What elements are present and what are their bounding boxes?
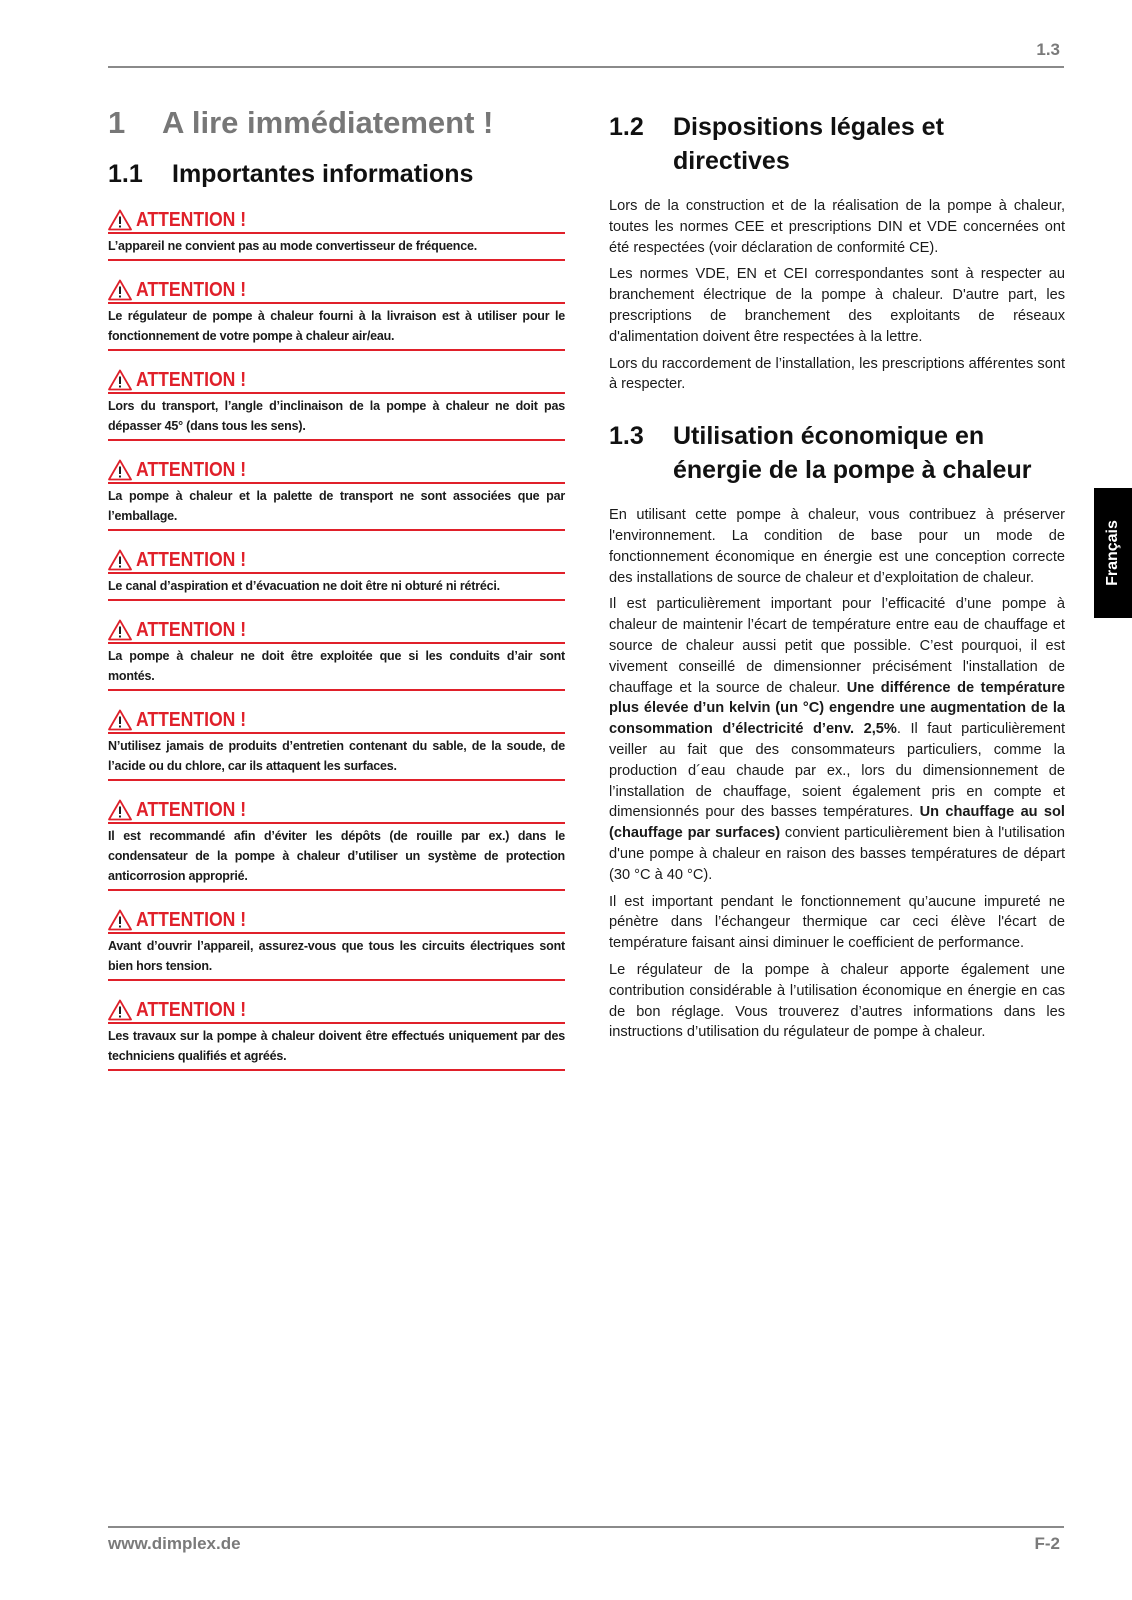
warning-label: ATTENTION ! — [136, 459, 247, 482]
footer-rule — [108, 1526, 1064, 1528]
paragraph: Les normes VDE, EN et CEI correspondantes sont à respecter au branchement électrique de la pompe à chaleur. D'autre part, les prescriptions de branchement des exploitants de réseaux d'alimentation doivent être respectées à la lettre. — [609, 266, 1065, 345]
header-section-number: 1.3 — [1036, 40, 1060, 59]
warning-block — [108, 459, 565, 531]
warning-text: Il est recommandé afin d’éviter les dépôts (de rouille par ex.) dans le condensateur de la pompe à chaleur d’utiliser un système de protection anticorrosion approprié. — [108, 824, 565, 891]
paragraph: Lors du raccordement de l’installation, les prescriptions afférentes sont à respecter. — [609, 355, 1065, 393]
warning-title — [108, 999, 565, 1024]
warning-text: L’appareil ne convient pas au mode convertisseur de fréquence. — [108, 234, 565, 261]
language-tab-label: Français — [1104, 520, 1121, 586]
text-span: . Il faut particulièrement veiller au fait que des consommateurs particuliers, comme la production d´eau chaude par ex., lors du dimensionnement de l’installation de chauffage, soient également pris en compte et dimensionnés pour des basses températures. — [609, 721, 1066, 821]
bold-text: Un chauffage au sol (chauffage par surfaces) — [609, 804, 1065, 842]
warning-title — [108, 279, 565, 304]
warning-triangle-icon — [108, 549, 132, 571]
warning-title — [108, 549, 565, 574]
right-column — [609, 110, 1065, 1049]
warning-label: ATTENTION ! — [136, 279, 247, 302]
warning-triangle-icon — [108, 999, 132, 1021]
text-span: convient particulièrement bien à l'utilisation d'une pompe à chaleur en raison des basses températures de départ (30 °C à 40 °C). — [609, 825, 1065, 883]
warning-title — [108, 459, 565, 484]
section-heading-1-2 — [609, 110, 1065, 178]
warning-triangle-icon — [108, 459, 132, 481]
section-number: 1.1 — [108, 160, 143, 189]
warning-triangle-icon — [108, 909, 132, 931]
paragraph — [609, 594, 1065, 885]
text-span: Il est particulièrement important pour l’efficacité d’une pompe à chaleur de maintenir l’écart de température entre eau de chauffage et source de chaleur aussi petit que possible. C’est pourquoi, il est vivement conseillé de dimensionner précisément l'installation de chauffage et la source de chaleur. — [609, 596, 1065, 696]
paragraph: Lors de la construction et de la réalisation de la pompe à chaleur, toutes les normes CEE et prescriptions DIN et VDE concernées ont été respectées (voir déclaration de conformité CE). — [609, 198, 1065, 256]
warning-text: La pompe à chaleur ne doit être exploitée que si les conduits d’air sont montés. — [108, 644, 565, 691]
section-title: Importantes informations — [172, 160, 474, 189]
warning-title — [108, 799, 565, 824]
warning-title — [108, 369, 565, 394]
warning-label: ATTENTION ! — [136, 909, 247, 932]
warning-label: ATTENTION ! — [136, 999, 247, 1022]
left-column — [108, 104, 565, 1089]
warning-title — [108, 709, 565, 734]
warning-label: ATTENTION ! — [136, 799, 247, 822]
paragraph: Il est important pendant le fonctionnement qu’aucune impureté ne pénètre dans l’échangeur thermique car ceci élève l'écart de température faisant ainsi diminuer le coefficient de performance. — [609, 893, 1065, 952]
warning-block — [108, 619, 565, 691]
warning-triangle-icon — [108, 619, 132, 641]
warning-triangle-icon — [108, 369, 132, 391]
warning-block — [108, 999, 565, 1071]
warning-text: La pompe à chaleur et la palette de transport ne sont associées que par l’emballage. — [108, 484, 565, 531]
section-number: 1.2 — [609, 113, 644, 141]
warning-text: N’utilisez jamais de produits d’entretien contenant du sable, de la soude, de l’acide ou du chlore, car ils attaquent les surfaces. — [108, 734, 565, 781]
section-heading-1-1 — [108, 157, 565, 191]
chapter-number: 1 — [108, 105, 126, 140]
warning-block — [108, 549, 565, 601]
warning-text: Le régulateur de pompe à chaleur fourni à la livraison est à utiliser pour le fonctionnement de votre pompe à chaleur air/eau. — [108, 304, 565, 351]
section-heading-1-3 — [609, 419, 1065, 487]
language-tab[interactable] — [1094, 488, 1132, 618]
footer-website[interactable]: www.dimplex.de — [108, 1534, 241, 1553]
warning-text: Les travaux sur la pompe à chaleur doivent être effectués uniquement par des techniciens qualifiés et agréés. — [108, 1024, 565, 1071]
warning-label: ATTENTION ! — [136, 369, 247, 392]
warning-text: Avant d’ouvrir l’appareil, assurez-vous que tous les circuits électriques sont bien hors tension. — [108, 934, 565, 981]
section-title: Utilisation économique en énergie de la pompe à chaleur — [673, 422, 1032, 485]
warning-title — [108, 619, 565, 644]
warning-block — [108, 909, 565, 981]
warning-label: ATTENTION ! — [136, 209, 247, 232]
section-title: Dispositions légales et directives — [673, 113, 944, 175]
footer-page-number: F-2 — [1034, 1534, 1060, 1553]
warning-label: ATTENTION ! — [136, 619, 247, 642]
chapter-heading — [108, 104, 565, 141]
warning-text: Lors du transport, l’angle d’inclinaison de la pompe à chaleur ne doit pas dépasser 45° (dans tous les sens). — [108, 394, 565, 441]
warning-triangle-icon — [108, 799, 132, 821]
warning-block — [108, 709, 565, 781]
warning-block — [108, 209, 565, 261]
warning-block — [108, 369, 565, 441]
warning-label: ATTENTION ! — [136, 709, 247, 732]
warning-block — [108, 279, 565, 351]
chapter-title: A lire immédiatement ! — [162, 105, 494, 140]
paragraph: Le régulateur de la pompe à chaleur apporte également une contribution considérable à l’utilisation économique en énergie en cas de bon réglage. Vous trouverez d’autres informations dans les instructions d’utilisation du régulateur de pompe à chaleur. — [609, 961, 1065, 1041]
paragraph: En utilisant cette pompe à chaleur, vous contribuez à préserver l'environnement. La condition de base pour un mode de fonctionnement économique en énergie est une conception correcte des installations de source de chaleur et d’exploitation de chaleur. — [609, 507, 1065, 586]
warnings-list — [108, 209, 565, 1071]
warning-triangle-icon — [108, 209, 132, 231]
section-number: 1.3 — [609, 422, 644, 451]
warning-triangle-icon — [108, 279, 132, 301]
warning-triangle-icon — [108, 709, 132, 731]
header-rule — [108, 66, 1064, 68]
warning-title — [108, 209, 565, 234]
warning-title — [108, 909, 565, 934]
warning-label: ATTENTION ! — [136, 549, 247, 572]
warning-text: Le canal d’aspiration et d’évacuation ne doit être ni obturé ni rétréci. — [108, 574, 565, 601]
bold-text: Une différence de température plus élevée d’un kelvin (un °C) engendre une augmentation de la consommation d’électricité d’env. 2,5% — [609, 679, 1065, 738]
warning-block — [108, 799, 565, 891]
